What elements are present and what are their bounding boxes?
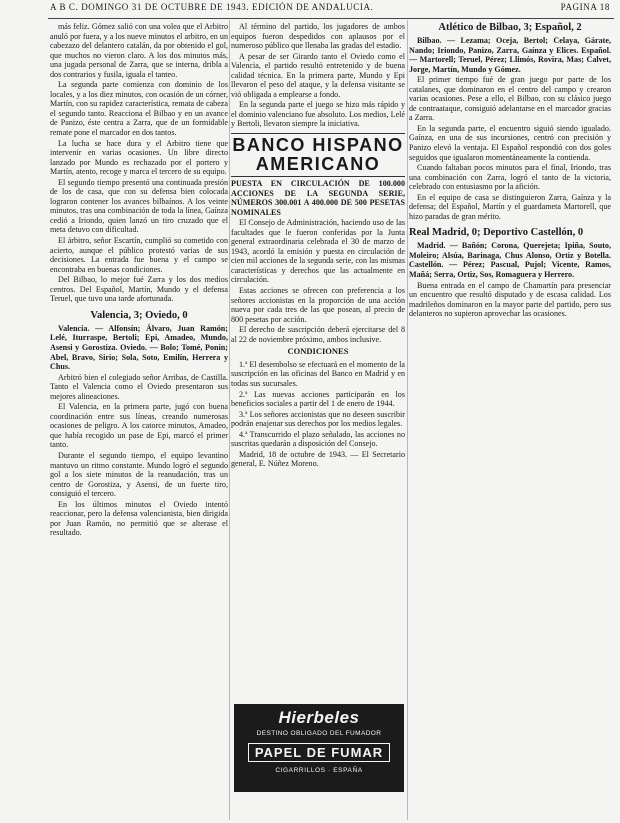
- ad-tagline: DESTINO OBLIGADO DEL FUMADOR: [256, 730, 382, 737]
- article-paragraph: En la segunda parte, el encuentro siguió siendo igualado. Gaínza, en una de sus incursiones, centró con precisión y Panizo elevó la ventaja. El Español respondió con dos goles seguidos que igualaron momentáneamente la contienda.: [409, 123, 611, 162]
- team-lineup: Valencia. — Alfonsín; Álvaro, Juan Ramón; Lelé, Iturraspe, Bertoli; Epi, Amadeo, Mundo, Asensi y Gorostiza. Oviedo. — Bolo; Tomé, Ponín; Abel, Bravo, Sirio; Sola, Soto, Emilín, Herrera y Chus.: [50, 323, 228, 372]
- article-paragraph: El árbitro, señor Escartín, cumplió su cometido con acierto, aunque el público protestó varias de sus decisiones. La entrada fue buena y el campo se encontraba en buenas condiciones.: [50, 236, 228, 274]
- ad-brand: Hierbeles: [278, 708, 360, 727]
- header-rule: [48, 18, 614, 19]
- header-line: A B C. DOMINGO 31 DE OCTUBRE DE 1943. EDICIÓN DE ANDALUCIA.: [50, 2, 374, 12]
- condition-item: 4.ª Transcurrido el plazo señalado, las acciones no suscritas quedarán a disposición del Consejo.: [231, 429, 405, 449]
- page-header: [50, 2, 610, 18]
- article-paragraph: La lucha se hace dura y el Arbitro tiene que intervenir en varias ocasiones. Un libre directo lanzado por Mundo es rechazado por el portero y Martín, atento, recoge y marca el tercero de su equipo.: [50, 138, 228, 177]
- column-divider: [229, 20, 230, 820]
- article-paragraph: Arbitró bien el colegiado señor Arribas, de Castilla. Tanto el Valencia como el Oviedo presentaron sus mejores alineaciones.: [50, 372, 228, 401]
- column-3: [409, 22, 611, 817]
- match-headline: Real Madrid, 0; Deportivo Castellón, 0: [409, 227, 584, 239]
- article-paragraph: En el equipo de casa se distinguieron Zarra, Gaínza y la defensa; del Español, Martín y el guardameta Martorell, que hizo paradas de gran mérito.: [409, 192, 611, 221]
- advertisement: [234, 704, 404, 792]
- bank-subtitle: PUESTA EN CIRCULACIÓN DE 100.000 ACCIONES DE LA SEGUNDA SERIE, NÚMEROS 300.001 A 400.000 DE 500 PESETAS NOMINALES: [231, 179, 405, 217]
- article-paragraph: Buena entrada en el campo de Chamartín para presenciar un encuentro que resultó disputado y de escasa calidad. Los madrileños dominaron en la mayor parte del partido, pero sus delanteros no supieron aprovechar las ocasiones.: [409, 280, 611, 319]
- article-paragraph: más feliz. Gómez salió con una volea que el Arbitro anuló por fuera, y a los nueve minutos el arbitro, en un cabezazo del delantero catalán, da por obtenido el gol, que muchos no vieron claro. A los dos minutos más, una jugada personal de Zarra, que se interna, dribla a dos contrarios y fusila, iguala el tanteo.: [50, 22, 228, 79]
- condition-item: 1.ª El desembolso se efectuará en el momento de la suscripción en las oficinas del Banco en Madrid y en todas sus sucursales.: [231, 359, 405, 388]
- article-paragraph: El primer tiempo fué de gran juego por parte de los catalanes, que dominaron en el centro del campo y crearon varias ocasiones. Pese a ello, el Bilbao, con su clásico juego de contraataque, consiguió adelantarse en el marcador gracias a Zarra.: [409, 75, 611, 123]
- article-paragraph: El segundo tiempo presentó una continuada presión de los de casa, que con su defensa bien colocada lograron contener los avances bilbaínos. A los veinte minutos, tras una combinación de toda la línea, Gaínza cedió a Iriondo, quien lanzó un tiro cruzado que el meta detuvo con dificultad.: [50, 177, 228, 235]
- condition-item: 2.ª Las nuevas acciones participarán en los beneficios sociales a partir del 1 de enero de 1944.: [231, 389, 405, 409]
- article-paragraph: Durante el segundo tiempo, el equipo levantino mantuvo un ritmo constante. Mundo logró el segundo gol a los siete minutos de la reanudación, tras un centro de Gorostiza, y Asensi, de un fuerte tiro, consiguió el tercero.: [50, 450, 228, 499]
- article-paragraph: Cuando faltaban pocos minutos para el final, Iriondo, tras una combinación con Zarra, logró el tanto de la victoria, celebrado con entusiasmo por la afición.: [409, 163, 611, 192]
- article-paragraph: En los últimos minutos el Oviedo intentó reaccionar, pero la defensa valencianista, bien dirigida por Juan Ramón, no permitió que se alterase el resultado.: [50, 499, 228, 538]
- conditions-heading: CONDICIONES: [287, 346, 349, 357]
- match-headline: Atlético de Bilbao, 3; Español, 2: [438, 22, 582, 33]
- ad-footer: CIGARRILLOS · ESPAÑA: [275, 767, 363, 774]
- bank-title: BANCO HISPANO AMERICANO: [232, 135, 404, 175]
- team-lineup: Bilbao. — Lezama; Oceja, Bertol; Celaya, Gárate, Nando; Iriondo, Panizo, Zarra, Gaínza y Elices. Español. — Martorell; Teruel, Pérez; Llimós, Rovira, Mas; Calvet, Jorge, Martín, Mundo y Gómez.: [409, 36, 611, 74]
- column-2: [231, 22, 405, 702]
- bank-notice: [231, 133, 405, 177]
- article-paragraph: La segunda parte comienza con dominio de los locales, y a los diez minutos, con ocasión de un córner, Martín, con su rapidez característica, remata de cabeza el segundo tanto. Reacciona el Bilbao y en un avance de Panizo, éste centra a Zarra, que de un formidable remate pone el marcador en dos tantos.: [50, 80, 228, 138]
- ad-product: PAPEL DE FUMAR: [248, 743, 390, 762]
- article-paragraph: A pesar de ser Girardo tanto el Oviedo como el Valencia, el partido resultó entretenido y de buena calidad técnica. En la primera parte, Mundo y Epi llevaron el peso del ataque, y la defensa visitante se vió obligada a emplearse a fondo.: [231, 51, 405, 99]
- article-paragraph: Al término del partido, los jugadores de ambos equipos fueron despedidos con aplausos por el numeroso público que llenaba las gradas del estadio.: [231, 22, 405, 51]
- page-number: PAGINA 18: [560, 2, 610, 12]
- notice-paragraph: El Consejo de Administración, haciendo uso de las facultades que le fueron conferidas por la Junta general extraordinaria celebrada el 30 de marzo de 1943, acordó la emisión y puesta en circulación de cien mil acciones de la segunda serie, con las mismas características y derechos que las actualmente en circulación.: [231, 218, 405, 285]
- notice-paragraph: Estas acciones se ofrecen con preferencia a los señores accionistas en la proporción de una acción nueva por cada tres de las que posean, al precio de 800 pesetas por acción.: [231, 286, 405, 324]
- condition-item: 3.ª Los señores accionistas que no deseen suscribir podrán enajenar sus derechos por los medios legales.: [231, 409, 405, 429]
- article-paragraph: El Valencia, en la primera parte, jugó con buena coordinación entre sus líneas, creando numerosas ocasiones de peligro. A los catorce minutos, Amadeo, que había recogido un pase de Epi, marcó el primer tanto.: [50, 402, 228, 450]
- match-headline: Valencia, 3; Oviedo, 0: [90, 309, 188, 321]
- column-divider: [407, 20, 408, 820]
- article-paragraph: En la segunda parte el juego se hizo más rápido y el dominio valenciano fue absoluto. Los medios, Lelé y Bertoli, llevaron siempre la iniciativa.: [231, 100, 405, 129]
- notice-signature: Madrid, 18 de octubre de 1943. — El Secretario general, E. Núñez Moreno.: [231, 449, 405, 469]
- column-1: [50, 22, 228, 812]
- article-paragraph: Del Bilbao, lo mejor fué Zarra y los dos medios centros. Del Español, Martín, Mundo y el defensa Teruel, que tuvo una tarde afortunada.: [50, 275, 228, 304]
- team-lineup: Madrid. — Bañón; Corona, Querejeta; Ipiña, Souto, Moleiro; Alsúa, Barinaga, Chus Alonso, Ortiz y Botella. Castellón. — Pérez; Pascual, Pujol; Vicente, Ramos, Mañá; Serra, Ortiz, Sos, Romaguera y Herrero.: [409, 241, 611, 280]
- notice-paragraph: El derecho de suscripción deberá ejercitarse del 8 al 22 de noviembre próximo, ambos inclusive.: [231, 325, 405, 344]
